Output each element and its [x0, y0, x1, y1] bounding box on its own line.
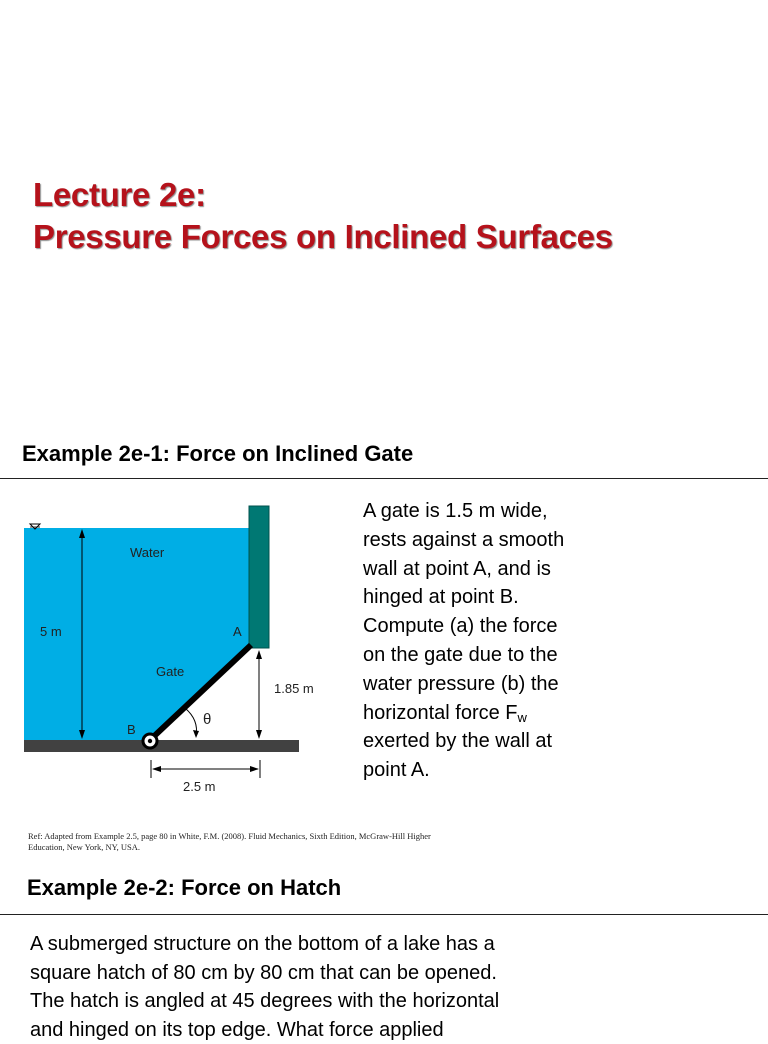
width-label: 2.5 m — [183, 779, 216, 794]
body-line: The hatch is angled at 45 degrees with the horizontal — [30, 987, 590, 1016]
point-b-label: B — [127, 722, 136, 737]
description-line — [363, 699, 623, 728]
description-line: on the gate due to the — [363, 641, 623, 670]
width-dimension-arrow — [151, 760, 260, 778]
gate-label: Gate — [156, 664, 184, 679]
description-line: exerted by the wall at — [363, 727, 623, 756]
inclined-gate-figure — [0, 490, 340, 800]
description-line: rests against a smooth — [363, 526, 623, 555]
description-line: hinged at point B. — [363, 583, 623, 612]
body-line: A submerged structure on the bottom of a lake has a — [30, 930, 590, 959]
example1-description — [363, 497, 623, 785]
body-line: and hinged on its top edge. What force applied — [30, 1016, 590, 1044]
slide-title — [33, 174, 613, 258]
wall — [249, 506, 269, 648]
depth-label: 5 m — [40, 624, 62, 639]
height-label: 1.85 m — [274, 681, 314, 696]
angle-label: θ — [203, 711, 211, 728]
description-line: Compute (a) the force — [363, 612, 623, 641]
example1-heading: Example 2e-1: Force on Inclined Gate — [22, 441, 413, 467]
divider-rule — [0, 914, 768, 915]
reference-line: Education, New York, NY, USA. — [28, 842, 548, 853]
force-subscript: w — [518, 710, 527, 725]
description-line: point A. — [363, 756, 623, 785]
divider-rule — [0, 478, 768, 479]
force-symbol-text: horizontal force F — [363, 702, 518, 724]
point-a-label: A — [233, 624, 242, 639]
description-line: water pressure (b) the — [363, 670, 623, 699]
slide-title-line2: Pressure Forces on Inclined Surfaces — [33, 216, 613, 258]
example2-body — [30, 930, 590, 1044]
description-line: A gate is 1.5 m wide, — [363, 497, 623, 526]
description-line: wall at point A, and is — [363, 555, 623, 584]
height-dimension-arrow — [256, 650, 262, 739]
water-label: Water — [130, 545, 165, 560]
ground — [24, 740, 299, 752]
body-line: square hatch of 80 cm by 80 cm that can be opened. — [30, 959, 590, 988]
example2-heading: Example 2e-2: Force on Hatch — [27, 875, 341, 901]
reference-note — [28, 831, 548, 853]
slide-title-line1: Lecture 2e: — [33, 174, 613, 216]
reference-line: Ref: Adapted from Example 2.5, page 80 in White, F.M. (2008). Fluid Mechanics, Sixth Edition, McGraw-Hill Higher — [28, 831, 548, 842]
